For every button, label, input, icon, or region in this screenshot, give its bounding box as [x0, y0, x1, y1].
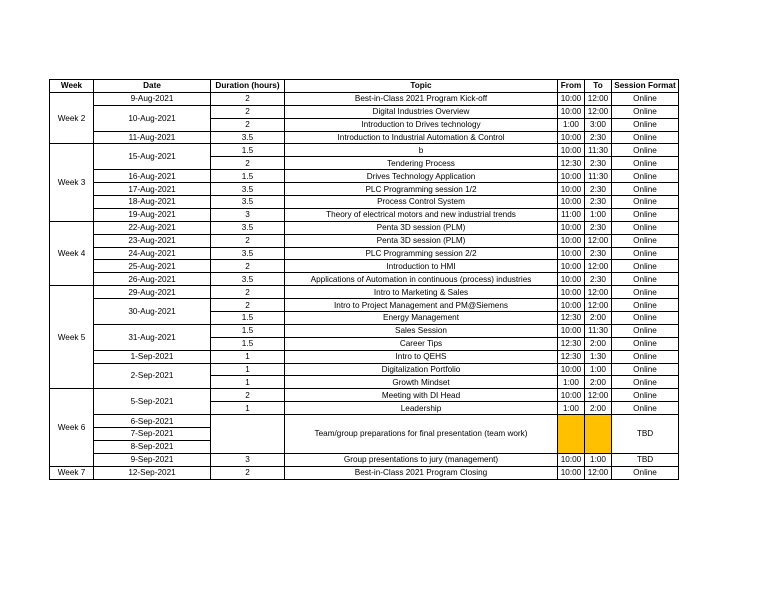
table-row: [50, 273, 679, 286]
format-cell: Online: [612, 376, 679, 389]
to-cell: 12:00: [585, 466, 612, 479]
to-cell: 11:30: [585, 324, 612, 337]
from-cell: 10:00: [558, 466, 585, 479]
format-cell: Online: [612, 389, 679, 402]
topic-cell: Theory of electrical motors and new industrial trends: [285, 208, 558, 221]
from-cell: 12:30: [558, 157, 585, 170]
table-row: [50, 415, 679, 428]
format-cell: Online: [612, 221, 679, 234]
format-cell: Online: [612, 286, 679, 299]
format-cell: Online: [612, 196, 679, 209]
date-cell: 15-Aug-2021: [94, 144, 211, 170]
topic-cell: Penta 3D session (PLM): [285, 234, 558, 247]
duration-cell: 1: [211, 376, 285, 389]
to-cell: 11:30: [585, 144, 612, 157]
to-cell: 1:00: [585, 453, 612, 466]
topic-cell: Intro to QEHS: [285, 350, 558, 363]
topic-cell: PLC Programming session 2/2: [285, 247, 558, 260]
header-duration: Duration (hours): [211, 80, 285, 93]
to-cell: [585, 415, 612, 454]
table-row: [50, 350, 679, 363]
from-cell: 10:00: [558, 144, 585, 157]
duration-cell: 3.5: [211, 183, 285, 196]
topic-cell: Intro to Marketing & Sales: [285, 286, 558, 299]
date-cell: 9-Aug-2021: [94, 92, 211, 105]
date-cell: 18-Aug-2021: [94, 196, 211, 209]
topic-cell: Best-in-Class 2021 Program Closing: [285, 466, 558, 479]
to-cell: 2:00: [585, 402, 612, 415]
date-cell: 8-Sep-2021: [94, 440, 211, 453]
format-cell: Online: [612, 170, 679, 183]
table-row: [50, 363, 679, 376]
week-cell: Week 3: [50, 144, 94, 221]
header-format: Session Format: [612, 80, 679, 93]
date-cell: 7-Sep-2021: [94, 428, 211, 441]
topic-cell: Introduction to Drives technology: [285, 118, 558, 131]
from-cell: 1:00: [558, 118, 585, 131]
to-cell: 12:00: [585, 286, 612, 299]
date-cell: 19-Aug-2021: [94, 208, 211, 221]
header-week: Week: [50, 80, 94, 93]
duration-cell: [211, 415, 285, 454]
topic-cell: Meeting with DI Head: [285, 389, 558, 402]
table-row: [50, 105, 679, 118]
duration-cell: 2: [211, 286, 285, 299]
date-cell: 12-Sep-2021: [94, 466, 211, 479]
format-cell: Online: [612, 363, 679, 376]
date-cell: 30-Aug-2021: [94, 299, 211, 325]
date-cell: 5-Sep-2021: [94, 389, 211, 415]
format-cell: Online: [612, 208, 679, 221]
topic-cell: Digital Industries Overview: [285, 105, 558, 118]
header-date: Date: [94, 80, 211, 93]
duration-cell: 3.5: [211, 273, 285, 286]
to-cell: 2:30: [585, 183, 612, 196]
from-cell: 1:00: [558, 376, 585, 389]
date-cell: 25-Aug-2021: [94, 260, 211, 273]
from-cell: 12:30: [558, 312, 585, 325]
duration-cell: 1: [211, 363, 285, 376]
duration-cell: 2: [211, 260, 285, 273]
topic-cell: PLC Programming session 1/2: [285, 183, 558, 196]
format-cell: Online: [612, 324, 679, 337]
duration-cell: 1.5: [211, 170, 285, 183]
format-cell: Online: [612, 105, 679, 118]
table-row: [50, 183, 679, 196]
format-cell: Online: [612, 350, 679, 363]
format-cell: TBD: [612, 453, 679, 466]
table-row: [50, 324, 679, 337]
topic-cell: Energy Management: [285, 312, 558, 325]
duration-cell: 2: [211, 299, 285, 312]
format-cell: Online: [612, 92, 679, 105]
duration-cell: 1: [211, 350, 285, 363]
topic-cell: Introduction to HMI: [285, 260, 558, 273]
duration-cell: 1.5: [211, 337, 285, 350]
topic-cell: Leadership: [285, 402, 558, 415]
to-cell: 12:00: [585, 92, 612, 105]
to-cell: 2:30: [585, 196, 612, 209]
table-row: [50, 453, 679, 466]
from-cell: 10:00: [558, 453, 585, 466]
topic-cell: Penta 3D session (PLM): [285, 221, 558, 234]
format-cell: Online: [612, 260, 679, 273]
topic-cell: Applications of Automation in continuous (process) industries: [285, 273, 558, 286]
to-cell: 2:30: [585, 157, 612, 170]
format-cell: Online: [612, 157, 679, 170]
duration-cell: 2: [211, 105, 285, 118]
duration-cell: 2: [211, 92, 285, 105]
format-cell: Online: [612, 466, 679, 479]
to-cell: 12:00: [585, 234, 612, 247]
date-cell: 1-Sep-2021: [94, 350, 211, 363]
table-row: [50, 208, 679, 221]
to-cell: 2:30: [585, 247, 612, 260]
format-cell: Online: [612, 299, 679, 312]
date-cell: 17-Aug-2021: [94, 183, 211, 196]
from-cell: 11:00: [558, 208, 585, 221]
table-row: [50, 247, 679, 260]
duration-cell: 1.5: [211, 144, 285, 157]
date-cell: 9-Sep-2021: [94, 453, 211, 466]
header-row: [50, 80, 679, 93]
from-cell: 10:00: [558, 299, 585, 312]
from-cell: 10:00: [558, 234, 585, 247]
duration-cell: 1.5: [211, 312, 285, 325]
topic-cell: Sales Session: [285, 324, 558, 337]
date-cell: 31-Aug-2021: [94, 324, 211, 350]
from-cell: 10:00: [558, 221, 585, 234]
header-topic: Topic: [285, 80, 558, 93]
format-cell: Online: [612, 312, 679, 325]
to-cell: 2:30: [585, 273, 612, 286]
table-row: [50, 92, 679, 105]
format-cell: Online: [612, 131, 679, 144]
week-cell: Week 5: [50, 286, 94, 389]
format-cell: TBD: [612, 415, 679, 454]
topic-cell: Career Tips: [285, 337, 558, 350]
duration-cell: 3.5: [211, 196, 285, 209]
table-row: [50, 299, 679, 312]
to-cell: 3:00: [585, 118, 612, 131]
topic-cell: b: [285, 144, 558, 157]
duration-cell: 3: [211, 208, 285, 221]
to-cell: 12:00: [585, 105, 612, 118]
topic-cell: Process Control System: [285, 196, 558, 209]
to-cell: 12:00: [585, 299, 612, 312]
week-cell: Week 4: [50, 221, 94, 285]
topic-cell: Drives Technology Application: [285, 170, 558, 183]
date-cell: 2-Sep-2021: [94, 363, 211, 389]
duration-cell: 3.5: [211, 131, 285, 144]
to-cell: 1:00: [585, 363, 612, 376]
from-cell: 10:00: [558, 183, 585, 196]
topic-cell: Group presentations to jury (management): [285, 453, 558, 466]
from-cell: 12:30: [558, 337, 585, 350]
duration-cell: 2: [211, 466, 285, 479]
to-cell: 2:00: [585, 337, 612, 350]
week-cell: Week 6: [50, 389, 94, 466]
to-cell: 1:00: [585, 208, 612, 221]
duration-cell: 1: [211, 402, 285, 415]
table-row: [50, 234, 679, 247]
from-cell: 10:00: [558, 105, 585, 118]
duration-cell: 2: [211, 389, 285, 402]
format-cell: Online: [612, 402, 679, 415]
table-row: [50, 131, 679, 144]
format-cell: Online: [612, 144, 679, 157]
table-row: [50, 286, 679, 299]
table-row: [50, 466, 679, 479]
to-cell: 2:30: [585, 221, 612, 234]
date-cell: 6-Sep-2021: [94, 415, 211, 428]
format-cell: Online: [612, 118, 679, 131]
topic-cell: Digitalization Portfolio: [285, 363, 558, 376]
date-cell: 29-Aug-2021: [94, 286, 211, 299]
format-cell: Online: [612, 337, 679, 350]
from-cell: [558, 415, 585, 454]
from-cell: 10:00: [558, 247, 585, 260]
from-cell: 10:00: [558, 363, 585, 376]
from-cell: 10:00: [558, 131, 585, 144]
to-cell: 11:30: [585, 170, 612, 183]
date-cell: 10-Aug-2021: [94, 105, 211, 131]
table-row: [50, 260, 679, 273]
duration-cell: 2: [211, 118, 285, 131]
from-cell: 10:00: [558, 273, 585, 286]
from-cell: 10:00: [558, 170, 585, 183]
from-cell: 10:00: [558, 260, 585, 273]
date-cell: 22-Aug-2021: [94, 221, 211, 234]
date-cell: 23-Aug-2021: [94, 234, 211, 247]
from-cell: 1:00: [558, 402, 585, 415]
topic-cell: Introduction to Industrial Automation & Control: [285, 131, 558, 144]
date-cell: 11-Aug-2021: [94, 131, 211, 144]
date-cell: 24-Aug-2021: [94, 247, 211, 260]
date-cell: 16-Aug-2021: [94, 170, 211, 183]
header-from: From: [558, 80, 585, 93]
format-cell: Online: [612, 247, 679, 260]
to-cell: 12:00: [585, 260, 612, 273]
duration-cell: 1.5: [211, 324, 285, 337]
to-cell: 1:30: [585, 350, 612, 363]
to-cell: 2:00: [585, 312, 612, 325]
week-cell: Week 7: [50, 466, 94, 479]
duration-cell: 3.5: [211, 247, 285, 260]
to-cell: 2:00: [585, 376, 612, 389]
table-row: [50, 144, 679, 157]
date-cell: 26-Aug-2021: [94, 273, 211, 286]
duration-cell: 3: [211, 453, 285, 466]
duration-cell: 2: [211, 157, 285, 170]
from-cell: 10:00: [558, 389, 585, 402]
table-row: [50, 389, 679, 402]
topic-cell: Intro to Project Management and PM@Siemens: [285, 299, 558, 312]
format-cell: Online: [612, 273, 679, 286]
schedule-table: [49, 79, 679, 480]
week-cell: Week 2: [50, 92, 94, 144]
table-row: [50, 221, 679, 234]
topic-cell: Best-in-Class 2021 Program Kick-off: [285, 92, 558, 105]
from-cell: 10:00: [558, 286, 585, 299]
topic-cell: Growth Mindset: [285, 376, 558, 389]
topic-cell: Tendering Process: [285, 157, 558, 170]
from-cell: 12:30: [558, 350, 585, 363]
from-cell: 10:00: [558, 324, 585, 337]
from-cell: 10:00: [558, 196, 585, 209]
format-cell: Online: [612, 234, 679, 247]
duration-cell: 3.5: [211, 221, 285, 234]
to-cell: 2:30: [585, 131, 612, 144]
table-row: [50, 196, 679, 209]
header-to: To: [585, 80, 612, 93]
to-cell: 12:00: [585, 389, 612, 402]
table-row: [50, 170, 679, 183]
from-cell: 10:00: [558, 92, 585, 105]
duration-cell: 2: [211, 234, 285, 247]
format-cell: Online: [612, 183, 679, 196]
topic-cell: Team/group preparations for final presentation (team work): [285, 415, 558, 454]
